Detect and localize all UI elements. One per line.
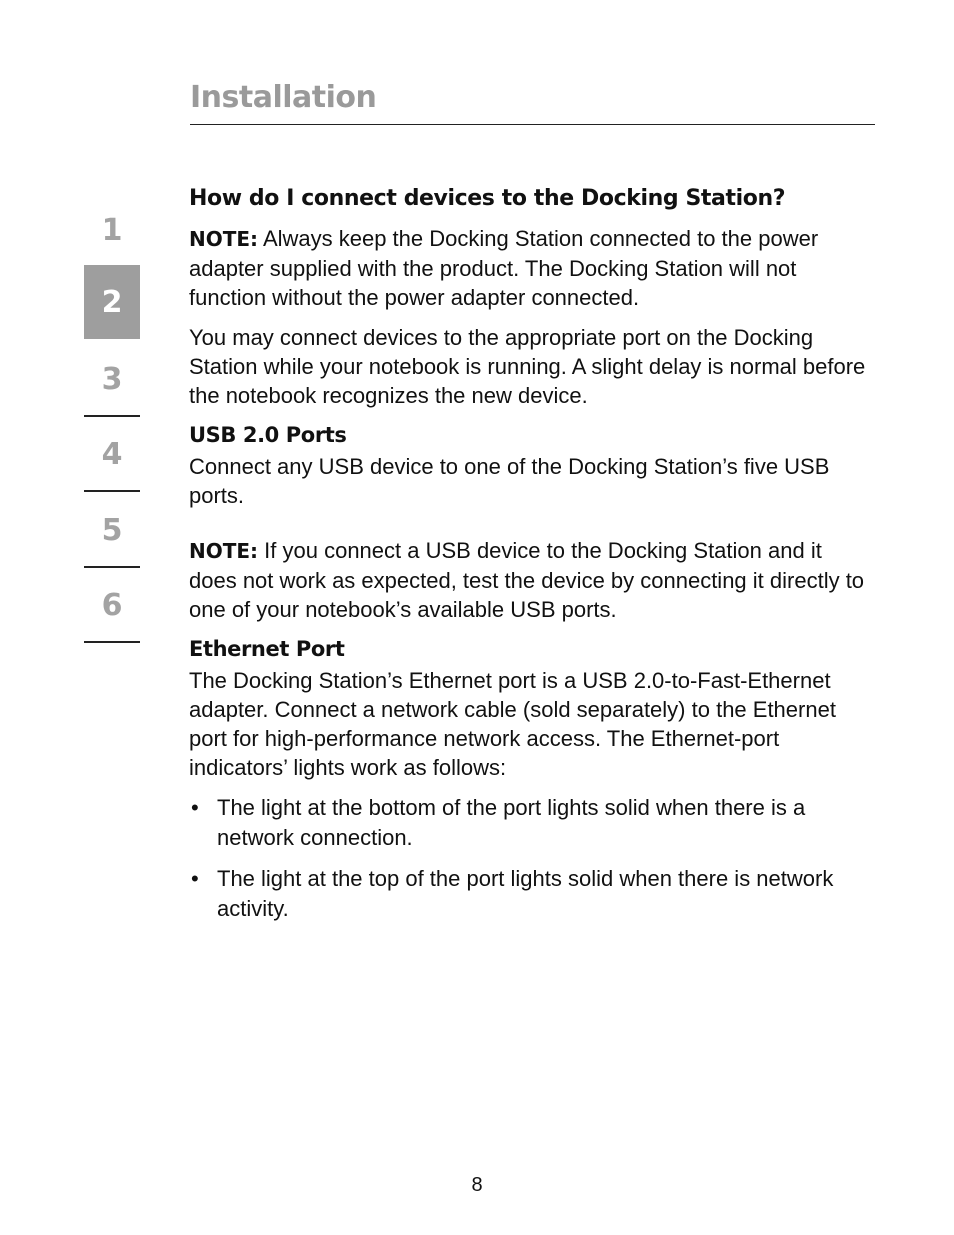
note-text: If you connect a USB device to the Docking Station and it does not work as expected, test the device by connecting it directly to one of your notebook’s available USB ports. bbox=[189, 538, 865, 622]
title-divider bbox=[190, 124, 875, 125]
chapter-tab-2[interactable]: 2 bbox=[84, 265, 140, 339]
section-title: Installation bbox=[190, 80, 377, 115]
ethernet-paragraph: The Docking Station’s Ethernet port is a USB 2.0-to-Fast-Ethernet adapter. Connect a network cable (sold separately) to the Ethernet port for high-performance network access. The Ethernet-port indicators’ lights work as follows: bbox=[189, 668, 836, 780]
ethernet-light-list bbox=[189, 793, 874, 924]
note-text: Always keep the Docking Station connected to the power adapter supplied with the product. The Docking Station will not function without the power adapter connected. bbox=[189, 226, 819, 310]
chapter-tab-1[interactable]: 1 bbox=[101, 212, 123, 248]
chapter-tab-3[interactable]: 3 bbox=[84, 343, 140, 417]
intro-paragraph: You may connect devices to the appropriate port on the Docking Station while your notebook is running. A slight delay is normal before the notebook recognizes the new device. bbox=[189, 325, 866, 408]
chapter-tab-5[interactable]: 5 bbox=[84, 494, 140, 568]
bullet-icon: • bbox=[191, 795, 199, 820]
usb-heading: USB 2.0 Ports bbox=[189, 423, 347, 447]
chapter-tab-6[interactable]: 6 bbox=[84, 569, 140, 643]
list-item-text: The light at the top of the port lights solid when there is network activity. bbox=[217, 866, 834, 921]
main-content bbox=[189, 186, 874, 935]
page-heading: How do I connect devices to the Docking Station? bbox=[189, 186, 786, 211]
note-label: NOTE: bbox=[189, 227, 259, 251]
list-item bbox=[189, 864, 874, 924]
chapter-tab-4[interactable]: 4 bbox=[84, 418, 140, 492]
power-note bbox=[189, 224, 874, 312]
note-label: NOTE: bbox=[189, 539, 259, 563]
list-item-text: The light at the bottom of the port lights solid when there is a network connection. bbox=[217, 795, 806, 850]
usb-note bbox=[189, 536, 874, 624]
page-number: 8 bbox=[471, 1174, 483, 1196]
usb-paragraph: Connect any USB device to one of the Docking Station’s five USB ports. bbox=[189, 454, 830, 508]
ethernet-heading: Ethernet Port bbox=[189, 637, 345, 661]
list-item bbox=[189, 793, 874, 853]
bullet-icon: • bbox=[191, 866, 199, 891]
